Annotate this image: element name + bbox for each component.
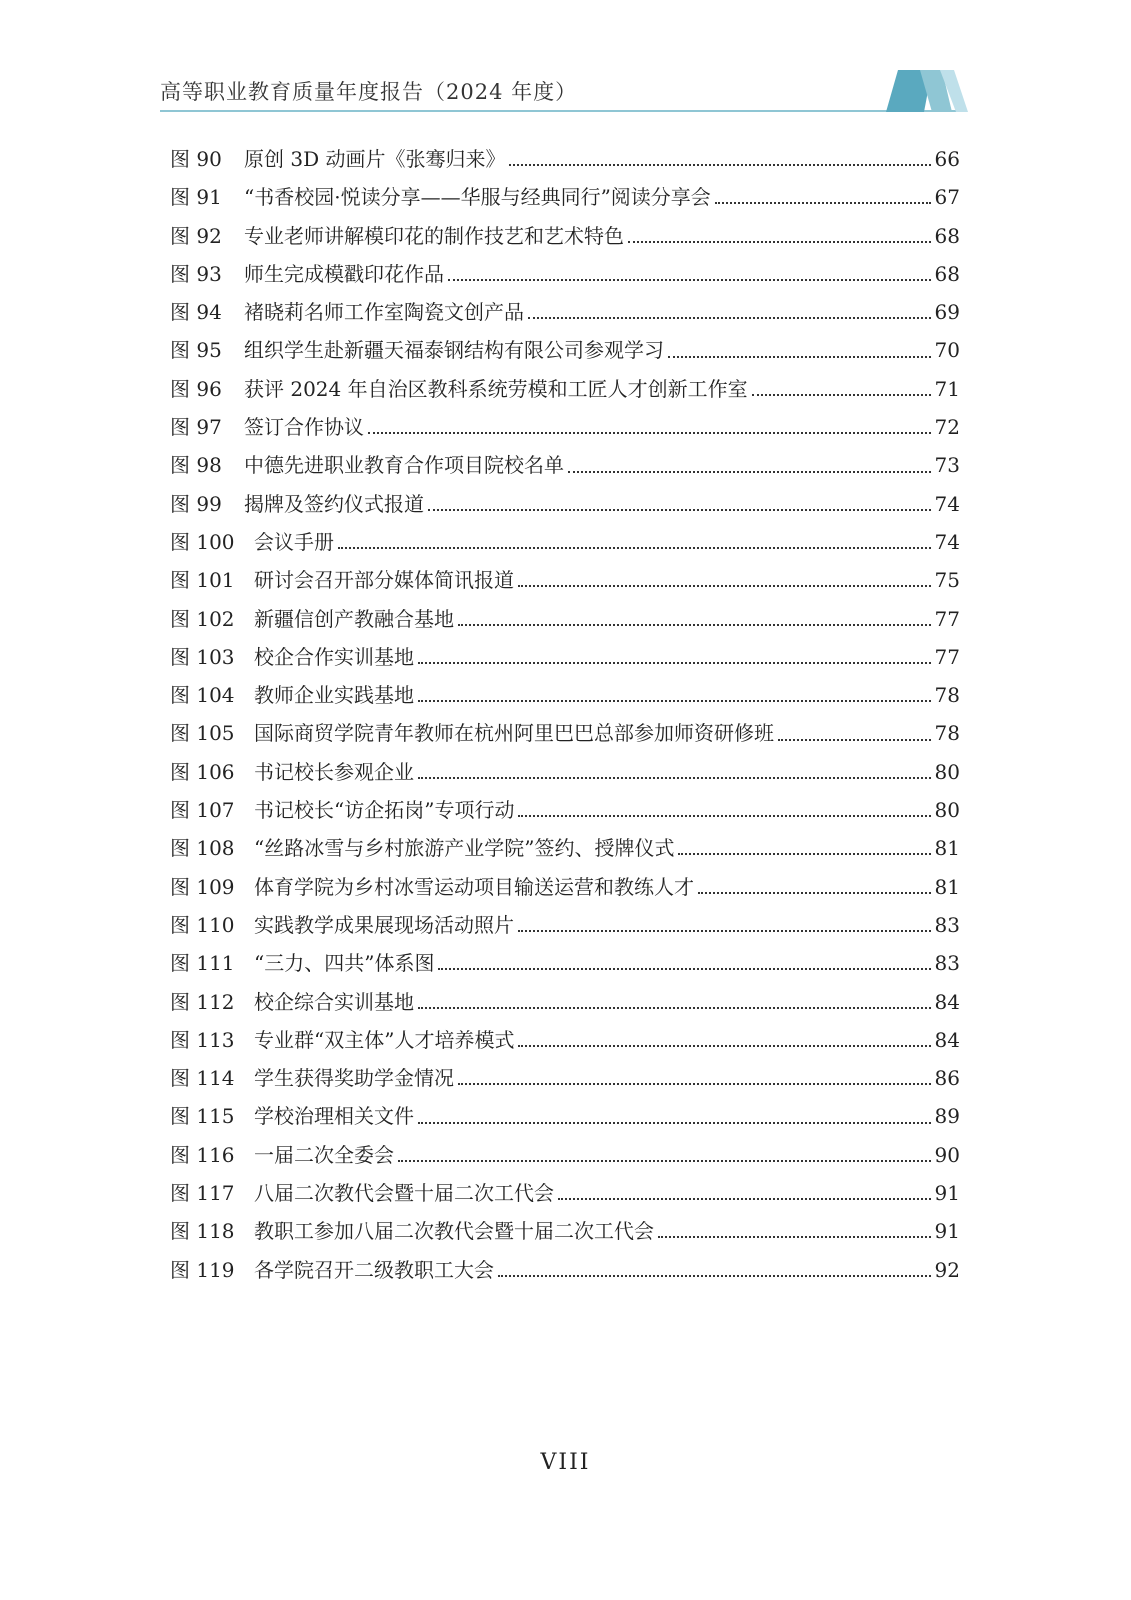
toc-entry[interactable] (170, 523, 960, 561)
toc-entry-title: 中德先进职业教育合作项目院校名单 (244, 453, 564, 478)
toc-entry-title: 褚晓莉名师工作室陶瓷文创产品 (244, 300, 524, 325)
toc-entry-label: 图 96 (170, 376, 222, 401)
toc-entry[interactable] (170, 1174, 960, 1212)
toc-leader-dots (668, 356, 931, 358)
toc-entry-title: 校企综合实训基地 (254, 989, 414, 1014)
toc-leader-dots (528, 317, 931, 319)
toc-entry-label: 图 97 (170, 415, 222, 440)
toc-leader-dots (518, 815, 930, 817)
toc-entry[interactable] (170, 485, 960, 523)
toc-entry-title: 原创 3D 动画片《张骞归来》 (244, 147, 506, 171)
toc-entry-page: 67 (934, 185, 960, 210)
toc-entry-page: 78 (934, 683, 960, 708)
toc-entry-page: 86 (934, 1066, 960, 1091)
toc-leader-dots (568, 471, 931, 473)
toc-leader-dots (368, 432, 931, 434)
toc-entry-page: 68 (934, 261, 960, 286)
toc-leader-dots (778, 739, 931, 741)
toc-entry-page: 66 (934, 147, 960, 171)
toc-leader-dots (448, 279, 931, 281)
toc-entry-label: 图 105 (170, 721, 235, 746)
toc-leader-dots (398, 1160, 931, 1162)
toc-entry-title: 研讨会召开部分媒体简讯报道 (254, 568, 514, 593)
toc-leader-dots (418, 700, 931, 702)
toc-entry-page: 92 (934, 1257, 960, 1282)
toc-entry-label: 图 94 (170, 300, 222, 325)
toc-entry-title: 专业老师讲解模印花的制作技艺和艺术特色 (244, 223, 624, 248)
toc-entry-title: 揭牌及签约仪式报道 (244, 491, 424, 516)
toc-entry-title: “丝路冰雪与乡村旅游产业学院”签约、授牌仪式 (254, 836, 675, 861)
toc-entry-title: “书香校园·悦读分享——华服与经典同行”阅读分享会 (244, 185, 711, 210)
toc-entry[interactable] (170, 178, 960, 216)
toc-entry-title: 获评 2024 年自治区教科系统劳模和工匠人才创新工作室 (244, 376, 748, 401)
toc-entry-page: 68 (934, 223, 960, 248)
toc-entry-label: 图 114 (170, 1066, 235, 1091)
toc-entry-label: 图 111 (170, 951, 235, 976)
toc-entry[interactable] (170, 446, 960, 484)
toc-entry[interactable] (170, 217, 960, 255)
toc-entry-label: 图 115 (170, 1104, 235, 1129)
toc-entry[interactable] (170, 408, 960, 446)
toc-entry-title: 教职工参加八届二次教代会暨十届二次工代会 (254, 1219, 654, 1244)
toc-leader-dots (558, 1198, 931, 1200)
page-header (160, 70, 970, 114)
toc-entry-label: 图 92 (170, 223, 222, 248)
toc-entry-title: 八届二次教代会暨十届二次工代会 (254, 1181, 554, 1206)
toc-leader-dots (338, 547, 931, 549)
toc-entry-title: 国际商贸学院青年教师在杭州阿里巴巴总部参加师资研修班 (254, 721, 774, 746)
toc-entry-label: 图 116 (170, 1142, 235, 1167)
toc-entry-page: 84 (934, 1027, 960, 1052)
toc-entry-label: 图 119 (170, 1257, 235, 1282)
toc-entry-label: 图 91 (170, 185, 222, 210)
header-title: 高等职业教育质量年度报告（2024 年度） (160, 80, 578, 104)
toc-entry-label: 图 90 (170, 147, 222, 171)
toc-entry-label: 图 99 (170, 491, 222, 516)
header-rule (160, 110, 960, 112)
toc-entry-title: 书记校长参观企业 (254, 759, 414, 784)
toc-entry-title: 学生获得奖助学金情况 (254, 1066, 454, 1091)
toc-leader-dots (752, 394, 931, 396)
toc-entry-page: 83 (934, 951, 960, 976)
toc-entry-page: 91 (934, 1219, 960, 1244)
toc-entry-page: 72 (934, 415, 960, 440)
toc-entry[interactable] (170, 753, 960, 791)
toc-entry[interactable] (170, 140, 960, 178)
toc-entry[interactable] (170, 1021, 960, 1059)
toc-entry-label: 图 98 (170, 453, 222, 478)
toc-entry[interactable] (170, 714, 960, 752)
toc-entry-label: 图 93 (170, 261, 222, 286)
toc-entry-page: 81 (934, 836, 960, 861)
toc-entry[interactable] (170, 983, 960, 1021)
header-decoration-icon (880, 70, 970, 114)
toc-entry[interactable] (170, 1097, 960, 1135)
toc-entry-title: 会议手册 (254, 529, 334, 554)
toc-entry-title: 书记校长“访企拓岗”专项行动 (254, 798, 515, 823)
toc-leader-dots (418, 777, 931, 779)
toc-entry-label: 图 104 (170, 683, 235, 708)
toc-entry-label: 图 112 (170, 989, 235, 1014)
toc-entry[interactable] (170, 370, 960, 408)
toc-entry[interactable] (170, 561, 960, 599)
toc-leader-dots (518, 585, 931, 587)
toc-entry[interactable] (170, 293, 960, 331)
toc-entry-title: 师生完成模戳印花作品 (244, 261, 444, 286)
toc-entry-label: 图 95 (170, 338, 222, 363)
toc-entry-label: 图 102 (170, 606, 235, 631)
toc-leader-dots (678, 853, 930, 855)
toc-leader-dots (698, 892, 931, 894)
toc-entry-label: 图 118 (170, 1219, 235, 1244)
toc-leader-dots (418, 1122, 931, 1124)
toc-entry-page: 74 (934, 529, 960, 554)
toc-entry-title: 一届二次全委会 (254, 1142, 394, 1167)
toc-entry-title: 专业群“双主体”人才培养模式 (254, 1027, 515, 1052)
toc-entry-title: 体育学院为乡村冰雪运动项目输送运营和教练人才 (254, 874, 694, 899)
toc-entry-title: 校企合作实训基地 (254, 644, 414, 669)
toc-entry[interactable] (170, 676, 960, 714)
toc-entry-label: 图 110 (170, 912, 235, 937)
toc-entry-page: 73 (934, 453, 960, 478)
toc-entry[interactable] (170, 829, 960, 867)
figure-list (170, 140, 960, 1289)
toc-entry-page: 77 (934, 644, 960, 669)
toc-leader-dots (458, 624, 931, 626)
toc-entry-label: 图 113 (170, 1027, 235, 1052)
toc-entry-label: 图 108 (170, 836, 235, 861)
toc-entry-title: 学校治理相关文件 (254, 1104, 414, 1129)
toc-entry[interactable] (170, 868, 960, 906)
toc-entry[interactable] (170, 638, 960, 676)
toc-entry[interactable] (170, 906, 960, 944)
toc-entry-page: 83 (934, 912, 960, 937)
toc-entry-title: 教师企业实践基地 (254, 683, 414, 708)
toc-entry-page: 84 (934, 989, 960, 1014)
toc-entry-page: 89 (934, 1104, 960, 1129)
toc-entry-label: 图 109 (170, 874, 235, 899)
toc-entry[interactable] (170, 331, 960, 369)
toc-entry[interactable] (170, 600, 960, 638)
toc-entry-title: 新疆信创产教融合基地 (254, 606, 454, 631)
toc-leader-dots (658, 1236, 931, 1238)
toc-entry-label: 图 106 (170, 759, 235, 784)
toc-entry-page: 77 (934, 606, 960, 631)
toc-entry-label: 图 103 (170, 644, 235, 669)
toc-entry-title: 实践教学成果展现场活动照片 (254, 912, 514, 937)
toc-leader-dots (418, 1007, 931, 1009)
toc-entry[interactable] (170, 1251, 960, 1289)
toc-entry-label: 图 100 (170, 529, 235, 554)
toc-entry-page: 80 (934, 798, 960, 823)
toc-leader-dots (518, 1045, 930, 1047)
toc-entry-label: 图 101 (170, 568, 235, 593)
toc-entry-label: 图 117 (170, 1181, 235, 1206)
toc-leader-dots (628, 241, 931, 243)
toc-leader-dots (428, 509, 931, 511)
toc-entry-page: 78 (934, 721, 960, 746)
toc-entry-title: 组织学生赴新疆天福泰钢结构有限公司参观学习 (244, 338, 664, 363)
toc-leader-dots (418, 662, 931, 664)
toc-leader-dots (518, 930, 931, 932)
toc-entry-page: 71 (934, 376, 960, 401)
toc-entry-page: 80 (934, 759, 960, 784)
page-number: VIII (540, 1450, 591, 1475)
toc-entry-page: 91 (934, 1181, 960, 1206)
toc-entry-title: 各学院召开二级教职工大会 (254, 1257, 494, 1282)
toc-entry-page: 90 (934, 1142, 960, 1167)
toc-entry[interactable] (170, 1212, 960, 1250)
toc-entry-page: 75 (934, 568, 960, 593)
toc-entry-page: 81 (934, 874, 960, 899)
toc-leader-dots (458, 1083, 931, 1085)
toc-leader-dots (715, 202, 931, 204)
toc-entry-page: 74 (934, 491, 960, 516)
toc-entry-page: 70 (934, 338, 960, 363)
toc-entry[interactable] (170, 255, 960, 293)
toc-entry-title: 签订合作协议 (244, 415, 364, 440)
toc-entry[interactable] (170, 944, 960, 982)
toc-entry[interactable] (170, 1136, 960, 1174)
toc-entry-label: 图 107 (170, 798, 235, 823)
toc-entry-title: “三力、四共”体系图 (254, 951, 435, 976)
toc-entry[interactable] (170, 1059, 960, 1097)
toc-leader-dots (498, 1275, 931, 1277)
toc-leader-dots (438, 968, 930, 970)
toc-entry[interactable] (170, 791, 960, 829)
toc-leader-dots (509, 164, 930, 166)
toc-entry-page: 69 (934, 300, 960, 325)
